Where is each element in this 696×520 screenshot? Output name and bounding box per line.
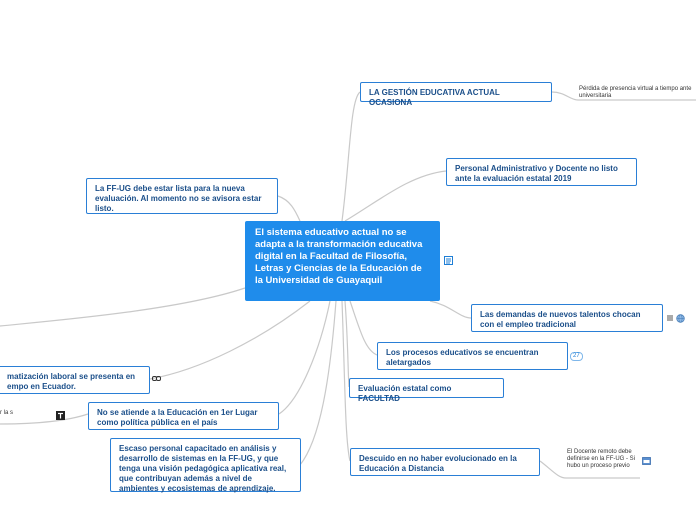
- link-ffug: [278, 196, 300, 221]
- topic-demandas-label: Las demandas de nuevos talentos chocan con el empleo tradicional: [480, 310, 641, 329]
- topic-escaso-label: Escaso personal capacitado en análisis y desarrollo de sistemas en la FF-UG, y que tenga una visión pedagógica aplicativa real, que contribuyan además a nivel de ambientes y ecosistemas de aprendizaje.: [119, 444, 287, 493]
- link-personal: [345, 171, 446, 221]
- topic-evaluacion-label: Evaluación estatal como FACULTAD: [358, 384, 452, 403]
- topic-escaso[interactable]: [110, 438, 301, 492]
- central-topic[interactable]: [245, 221, 440, 301]
- topic-procesos-label: Los procesos educativos se encuentran aletargados: [386, 348, 539, 367]
- link-left: [0, 288, 245, 326]
- topic-ffug-label: La FF-UG debe estar lista para la nueva evaluación. Al momento no se avisora estar listo.: [95, 184, 262, 213]
- topic-atiende-label: No se atiende a la Educación en 1er Lugar como política pública en el país: [97, 408, 258, 427]
- central-topic-text: El sistema educativo actual no se adapta a la transformación educativa digital en la Facultad de Filosofía, Letras y Ciencias de la Educación de la Universidad de Guayaquil: [255, 227, 423, 286]
- image-icon[interactable]: [642, 457, 651, 465]
- note-left-fragment-text: r la s: [0, 410, 14, 416]
- link-procesos: [350, 301, 377, 355]
- note-left-fragment: [0, 410, 14, 417]
- topic-gestion-label: LA GESTIÓN EDUCATIVA ACTUAL OCASIONA: [369, 88, 500, 107]
- globe-icon[interactable]: [676, 314, 685, 323]
- topic-gestion[interactable]: [360, 82, 552, 107]
- link-icon[interactable]: [152, 375, 161, 382]
- topic-descuido[interactable]: [350, 448, 540, 476]
- topic-automatizacion[interactable]: [0, 366, 150, 394]
- list-icon[interactable]: [666, 314, 674, 322]
- topic-ffug[interactable]: [86, 178, 278, 214]
- notes-icon[interactable]: [444, 256, 453, 265]
- note-docente: [567, 449, 647, 470]
- topic-descuido-label: Descuido en no haber evolucionado en la Educación a Distancia: [359, 454, 517, 473]
- text-icon[interactable]: [56, 411, 65, 420]
- procesos-count-badge: [570, 352, 583, 361]
- link-gestion: [342, 92, 360, 221]
- note-perdida-text: Pérdida de presencia virtual a tiempo ante universitaria: [579, 86, 692, 99]
- link-demandas: [430, 301, 471, 318]
- topic-procesos[interactable]: [377, 342, 568, 370]
- topic-automatizacion-label: matización laboral se presenta en empo en Ecuador.: [7, 372, 136, 391]
- topic-personal-label: Personal Administrativo y Docente no listo ante la evaluación estatal 2019: [455, 164, 618, 183]
- link-automatizacion: [150, 301, 310, 379]
- link-evaluacion: [345, 301, 349, 387]
- note-perdida: [579, 86, 696, 100]
- topic-atiende[interactable]: [88, 402, 279, 430]
- topic-personal[interactable]: [446, 158, 637, 186]
- link-escaso: [300, 301, 336, 465]
- note-docente-text: El Docente remoto debe definirse en la FF-UG - Si hubo un proceso previo: [567, 449, 636, 469]
- topic-evaluacion[interactable]: [349, 378, 504, 403]
- procesos-count-text: 27: [573, 353, 580, 359]
- topic-demandas[interactable]: [471, 304, 663, 332]
